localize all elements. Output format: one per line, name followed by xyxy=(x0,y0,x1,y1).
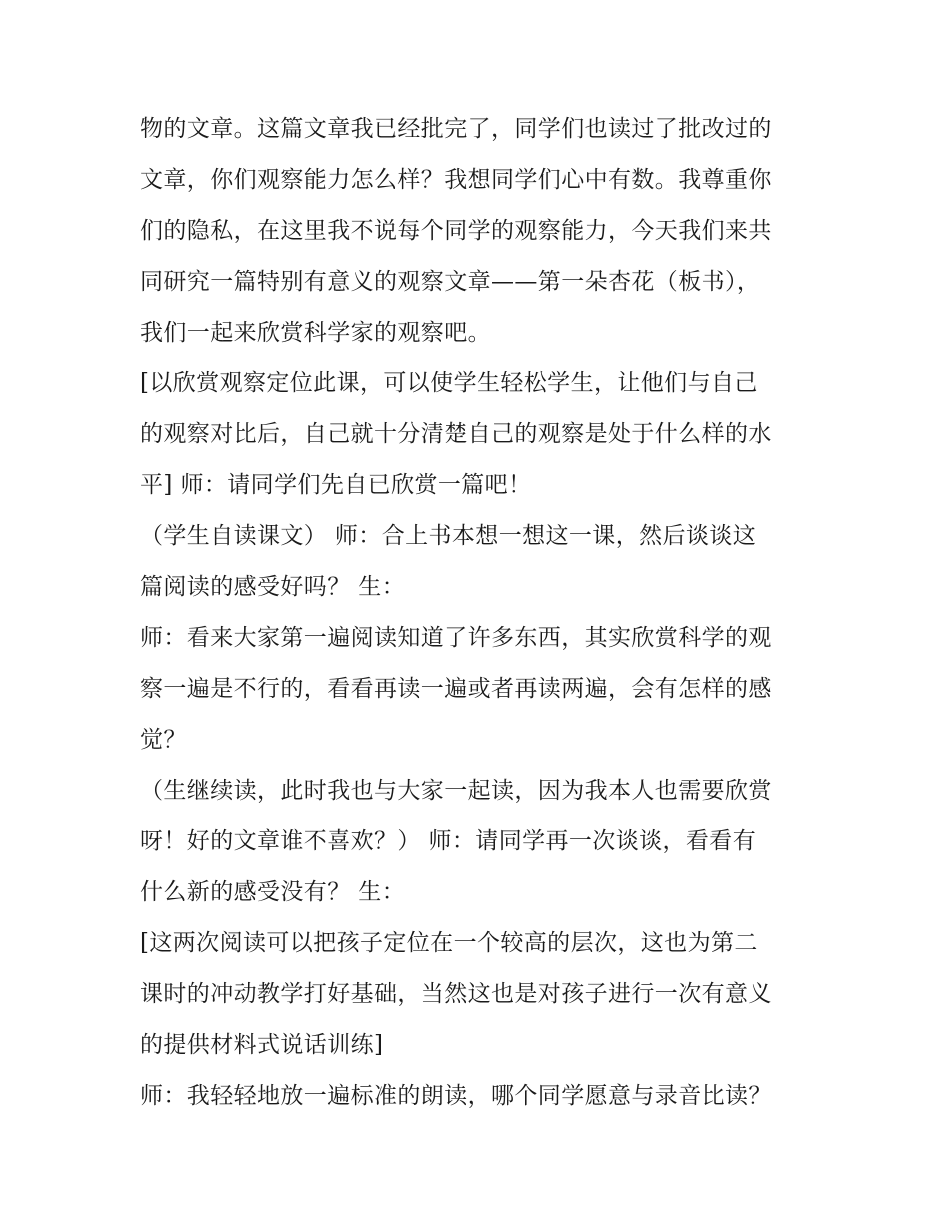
text-line: 我们一起来欣赏科学家的观察吧。 xyxy=(140,319,491,346)
text-line: 文章，你们观察能力怎么样？我想同学们心中有数。我尊重你 xyxy=(140,166,772,193)
text-line: 师：看来大家第一遍阅读知道了许多东西，其实欣赏科学的观 xyxy=(140,624,772,651)
text-line: 觉？ xyxy=(140,726,187,753)
text-line: 平] 师：请同学们先自已欣赏一篇吧！ xyxy=(140,472,532,499)
text-line: [这两次阅读可以把孩子定位在一个较高的层次，这也为第二 xyxy=(140,930,758,957)
text-line: 师：我轻轻地放一遍标准的朗读，哪个同学愿意与录音比读？ xyxy=(140,1082,772,1109)
text-line: （学生自读课文） 师：合上书本想一想这一课，然后谈谈这 xyxy=(140,523,757,550)
text-line: [以欣赏观察定位此课，可以使学生轻松学生，让他们与自己 xyxy=(140,370,758,397)
text-line: 的提供材料式说话训练] xyxy=(140,1032,384,1059)
text-line: 同研究一篇特别有意义的观察文章——第一朵杏花（板书）， xyxy=(140,268,761,295)
text-line: 篇阅读的感受好吗？ 生： xyxy=(140,574,406,601)
text-line: 呀！好的文章谁不喜欢？） 师：请同学再一次谈谈，看看有 xyxy=(140,828,757,855)
text-line: 课时的冲动教学打好基础，当然这也是对孩子进行一次有意义 xyxy=(140,981,772,1008)
text-line: 的观察对比后，自己就十分清楚自己的观察是处于什么样的水 xyxy=(140,421,772,448)
text-line: 什么新的感受没有？ 生： xyxy=(140,879,406,906)
document-body xyxy=(140,104,820,1122)
text-line: 们的隐私，在这里我不说每个同学的观察能力，今天我们来共 xyxy=(140,217,772,244)
text-line: 察一遍是不行的，看看再读一遍或者再读两遍，会有怎样的感 xyxy=(140,675,772,702)
text-line: 物的文章。这篇文章我已经批完了，同学们也读过了批改过的 xyxy=(140,116,772,142)
text-line: （生继续读，此时我也与大家一起读，因为我本人也需要欣赏 xyxy=(140,777,772,804)
